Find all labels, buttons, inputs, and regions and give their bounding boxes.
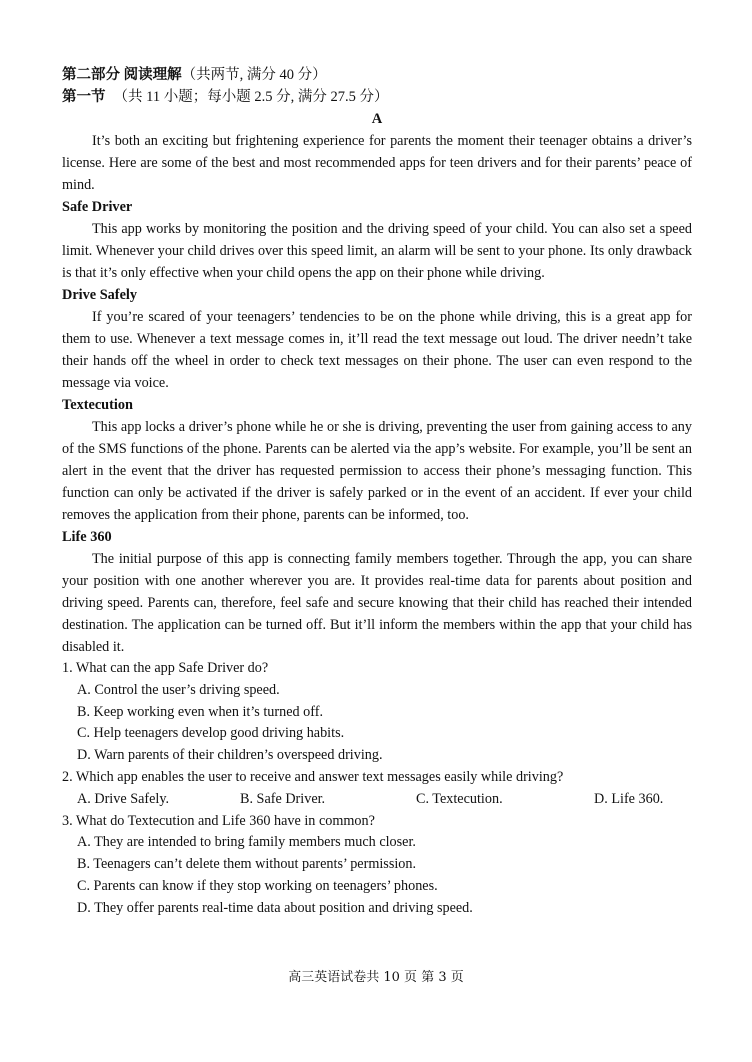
app-section-life-360 xyxy=(62,526,692,658)
part-note: （共两节, 满分 40 分） xyxy=(181,67,327,83)
option-c: C. Help teenagers develop good driving habits. xyxy=(77,725,345,742)
app-section-textecution xyxy=(62,394,692,526)
option-d: D. Life 360. xyxy=(594,790,664,807)
option-b: B. Keep working even when it’s turned off. xyxy=(77,703,323,720)
question-3 xyxy=(62,811,692,920)
app-description: The initial purpose of this app is connecting family members together. Through the app, you can share your position with one another wherever you are. It provides real-time data for parents about position and driving speed. Parents can, therefore, feel safe and secure knowing that their child has reached their intended destination. The application can be turned off. But it’ll inform the members within the app that your child has disabled it. xyxy=(62,551,692,655)
app-section-drive-safely xyxy=(62,284,692,394)
question-2 xyxy=(62,767,692,811)
option-a: A. They are intended to bring family members much closer. xyxy=(77,834,416,851)
option-a: A. Control the user’s driving speed. xyxy=(77,681,280,698)
options-row xyxy=(62,789,692,811)
part-heading xyxy=(62,64,692,86)
page-footer: 高三英语试卷共 10 页 第 3 页 xyxy=(288,970,464,985)
app-description: This app locks a driver’s phone while he or she is driving, preventing the user from gaining access to any of the SMS functions of the phone. Parents can be alerted via the app’s website. For example, you’ll be sent an alert in the event that the driver has requested permission to access their phone’s messaging function. This function can only be activated if the driver is safely parked or in the event of an accident. If ever your child removes the application from their phone, parents can be informed, too. xyxy=(62,419,692,523)
app-title: Drive Safely xyxy=(62,287,138,303)
question-stem: 3. What do Textecution and Life 360 have in common? xyxy=(62,812,375,829)
app-section-safe-driver xyxy=(62,196,692,284)
app-description: If you’re scared of your teenagers’ tendencies to be on the phone while driving, this is a great app for them to use. Whenever a text message comes in, it’ll read the text message out loud. The driver needn’t take their hands off the wheel in order to check text messages on their phone. The user can even respond to the message via voice. xyxy=(62,309,692,391)
app-title: Safe Driver xyxy=(62,199,133,215)
option-b: B. Teenagers can’t delete them without parents’ permission. xyxy=(77,856,417,873)
app-title: Life 360 xyxy=(62,529,112,545)
option-a: A. Drive Safely. xyxy=(77,790,170,807)
part-title: 第二部分 阅读理解 xyxy=(62,67,182,83)
exam-page xyxy=(62,64,692,920)
intro-text: It’s both an exciting but frightening experience for parents the moment their teenager obtains a driver’s license. Here are some of the best and most recommended apps for teen drivers and for their parents’ peace of mind. xyxy=(62,133,692,193)
option-d: D. They offer parents real-time data about position and driving speed. xyxy=(77,899,473,916)
option-b: B. Safe Driver. xyxy=(240,790,326,807)
app-description: This app works by monitoring the position and the driving speed of your child. You can also set a speed limit. Whenever your child drives over this speed limit, an alarm will be sent to your phone. Its only drawback is that it’s only effective when your child opens the app on their phone while driving. xyxy=(62,221,692,281)
passage-label: A xyxy=(371,111,383,127)
option-c: C. Parents can know if they stop working on teenagers’ phones. xyxy=(77,877,438,894)
section-heading xyxy=(62,86,692,108)
intro-paragraph xyxy=(62,130,692,196)
option-d: D. Warn parents of their children’s overspeed driving. xyxy=(77,747,383,764)
question-1 xyxy=(62,658,692,767)
option-c: C. Textecution. xyxy=(416,790,503,807)
section-title: 第一节 xyxy=(62,89,106,105)
question-stem: 1. What can the app Safe Driver do? xyxy=(62,660,269,676)
section-note: （共 11 小题；每小题 2.5 分, 满分 27.5 分） xyxy=(113,89,389,105)
app-title: Textecution xyxy=(62,397,133,413)
question-stem: 2. Which app enables the user to receive and answer text messages easily while driving? xyxy=(62,768,564,785)
